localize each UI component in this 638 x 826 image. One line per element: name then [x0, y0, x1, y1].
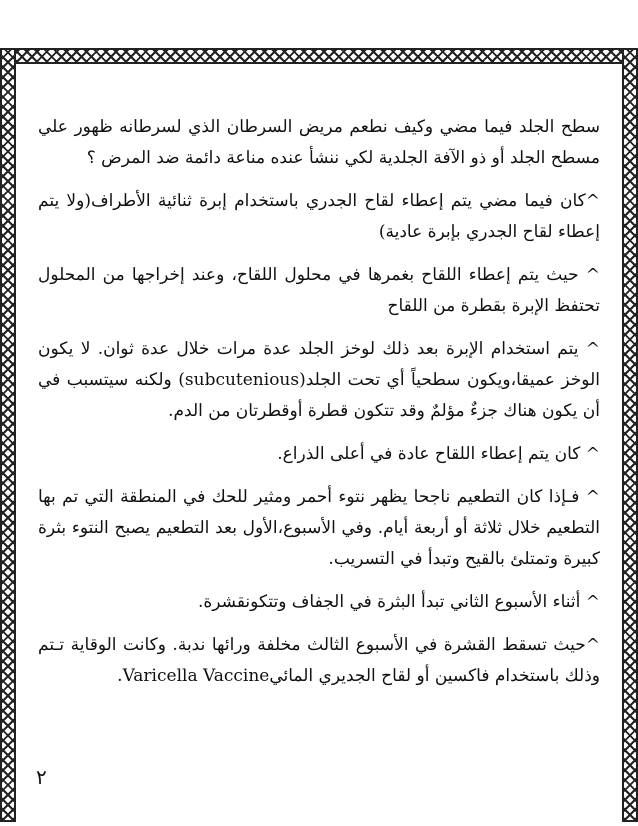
decorative-border-top	[14, 48, 624, 64]
decorative-border-left	[0, 48, 16, 822]
page-body	[38, 112, 600, 704]
paragraph-bifurcated-needle: ^كان فيما مضي يتم إعطاء لقاح الجدري باستخدام إبرة ثنائية الأطراف(ولا يتم إعطاء لقاح الجدري بإبرة عادية)	[38, 191, 600, 242]
paragraph-dipping: ^ حيث يتم إعطاء اللقاح بغمرها في محلول اللقاح، وعند إخراجها من المحلول تحتفظ الإبرة بقطرة من اللقاح	[38, 265, 600, 316]
paragraph-intro: سطح الجلد فيما مضي وكيف نطعم مريض السرطان الذي لسرطانه ظهور علي مسطح الجلد أو ذو الآفة الجلدية لكي ننشأ عنده مناعة دائمة ضد المرض ؟	[38, 117, 600, 168]
decorative-border-right	[622, 48, 638, 822]
paragraph-upper-arm: ^ كان يتم إعطاء اللقاح عادة في أعلى الذراع.	[277, 444, 600, 464]
page-number: ٢	[36, 765, 47, 789]
paragraph-reaction: ^ فـإذا كان التطعيم ناجحا يظهر نتوء أحمر ومثير للحك في المنطقة التي تم بها التطعيم خلال ثلاثة أو أربعة أيام. وفي الأسبوع،الأول بعد التطعيم يصبح النتوء بثرة كبيرة وتمتلئ بالقيح وتبدأ في التسريب.	[38, 487, 600, 569]
paragraph-third-week: ^حيث تسقط القشرة في الأسبوع الثالث مخلفة ورائها ندبة. وكانت الوقاية تـتم وذلك باستخدام فاكسين أو لقاح الجديري المائيVaricella Vaccine.	[38, 635, 600, 686]
paragraph-puncture: ^ يتم استخدام الإبرة بعد ذلك لوخز الجلد عدة مرات خلال عدة ثوان. لا يكون الوخز عميقا،ويكون سطحياً أي تحت الجلد(subcutenious) ولكنه سيتسبب في أن يكون هناك جزءٌ مؤلمٌ وقد تتكون قطرة أوقطرتان من الدم.	[38, 339, 600, 421]
paragraph-second-week: ^ أثناء الأسبوع الثاني تبدأ البثرة في الجفاف وتتكونقشرة.	[197, 592, 600, 612]
